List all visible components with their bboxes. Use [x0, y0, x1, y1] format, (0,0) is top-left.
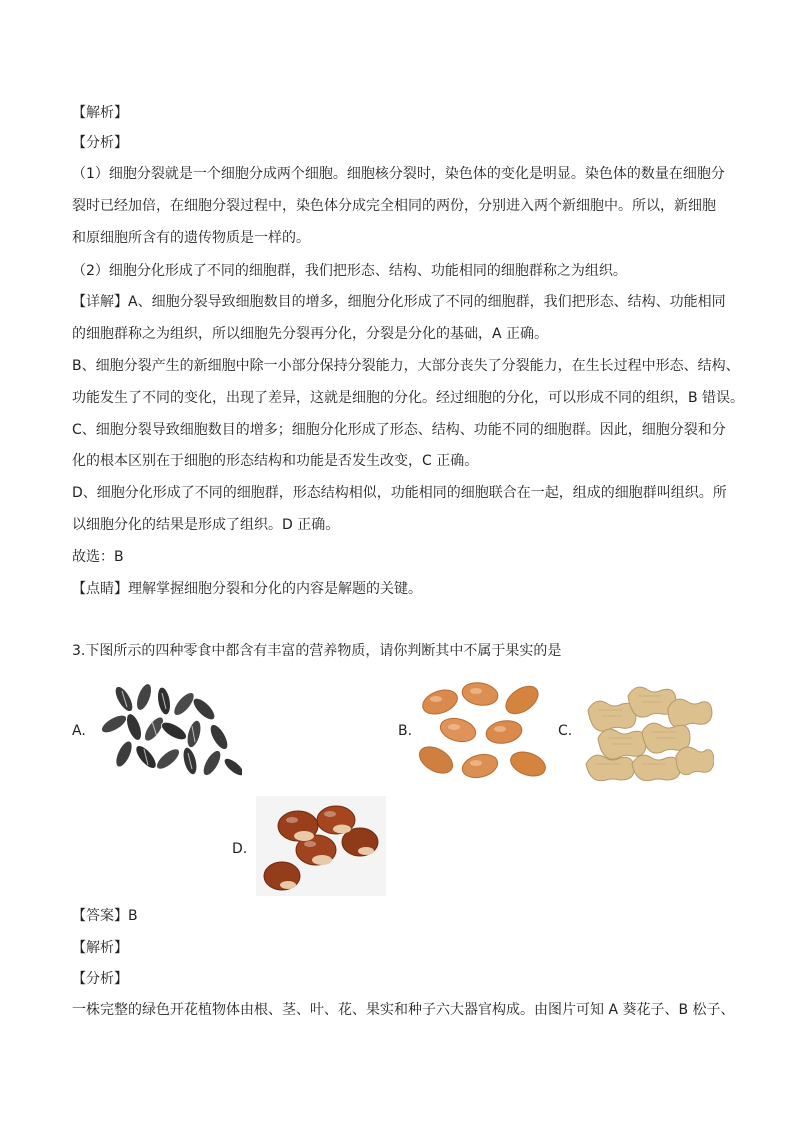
detail-tip: 【点睛】理解掌握细胞分裂和分化的内容是解题的关键。 — [72, 581, 422, 597]
detail-d-line1: D、细胞分化形成了不同的细胞群，形态结构相似，功能相同的细胞联合在一起，组成的细胞群叫组织。所 — [72, 485, 727, 501]
chestnuts-image — [256, 796, 386, 896]
analysis-p1-line2: 裂时已经加倍，在细胞分裂过程中，染色体分成完全相同的两份，分别进入两个新细胞中。所以，新细胞 — [72, 198, 716, 214]
option-d-label: D. — [232, 841, 248, 857]
detail-a-line2: 的细胞群称之为组织，所以细胞先分裂再分化，分裂是分化的基础，A 正确。 — [72, 326, 549, 342]
question-3-stem: 3.下图所示的四种零食中都含有丰富的营养物质，请你判断其中不属于果实的是 — [72, 643, 562, 659]
detail-a-line1: 【详解】A、细胞分裂导致细胞数目的增多，细胞分化形成了不同的细胞群，我们把形态、结构、功能相同 — [72, 294, 726, 310]
detail-choice: 故选：B — [72, 549, 124, 565]
section-fenxi: 【分析】 — [72, 135, 128, 151]
detail-c-line2: 化的根本区别在于细胞的形态结构和功能是否发生改变，C 正确。 — [72, 453, 479, 469]
analysis-p1-line1: （1）细胞分裂就是一个细胞分成两个细胞。细胞核分裂时，染色体的变化是明显。染色体的数量在细胞分 — [72, 166, 725, 182]
sunflower-seeds-image — [94, 679, 242, 785]
pine-nuts-image — [418, 680, 546, 784]
option-b-label: B. — [398, 723, 413, 739]
detail-b-line2: 功能发生了不同的变化，出现了差异，这就是细胞的分化。经过细胞的分化，可以形成不同的组织，B 错误。 — [72, 390, 745, 406]
analysis-p2-line1: （2）细胞分化形成了不同的细胞群，我们把形态、结构、功能相同的细胞群称之为组织。 — [72, 263, 627, 279]
detail-c-line1: C、细胞分裂导致细胞数目的增多；细胞分化形成了形态、结构、功能不同的细胞群。因此，细胞分裂和分 — [72, 422, 726, 438]
question-3-answer: 【答案】B — [72, 908, 138, 924]
question-3-jiexi: 【解析】 — [72, 940, 128, 956]
question-3-analysis-line1: 一株完整的绿色开花植物体由根、茎、叶、花、果实和种子六大器官构成。由图片可知 A 葵花子、B 松子、 — [72, 1002, 735, 1018]
detail-d-line2: 以细胞分化的结果是形成了组织。D 正确。 — [72, 517, 340, 533]
option-c-label: C. — [558, 723, 573, 739]
section-jiexi: 【解析】 — [72, 105, 128, 121]
detail-b-line1: B、细胞分裂产生的新细胞中除一小部分保持分裂能力，大部分丧失了分裂能力，在生长过程中形态、结构、 — [72, 358, 740, 374]
option-a-label: A. — [72, 723, 86, 739]
question-3-fenxi: 【分析】 — [72, 971, 128, 987]
analysis-p1-line3: 和原细胞所含有的遗传物质是一样的。 — [72, 230, 310, 246]
peanuts-image — [578, 680, 714, 786]
